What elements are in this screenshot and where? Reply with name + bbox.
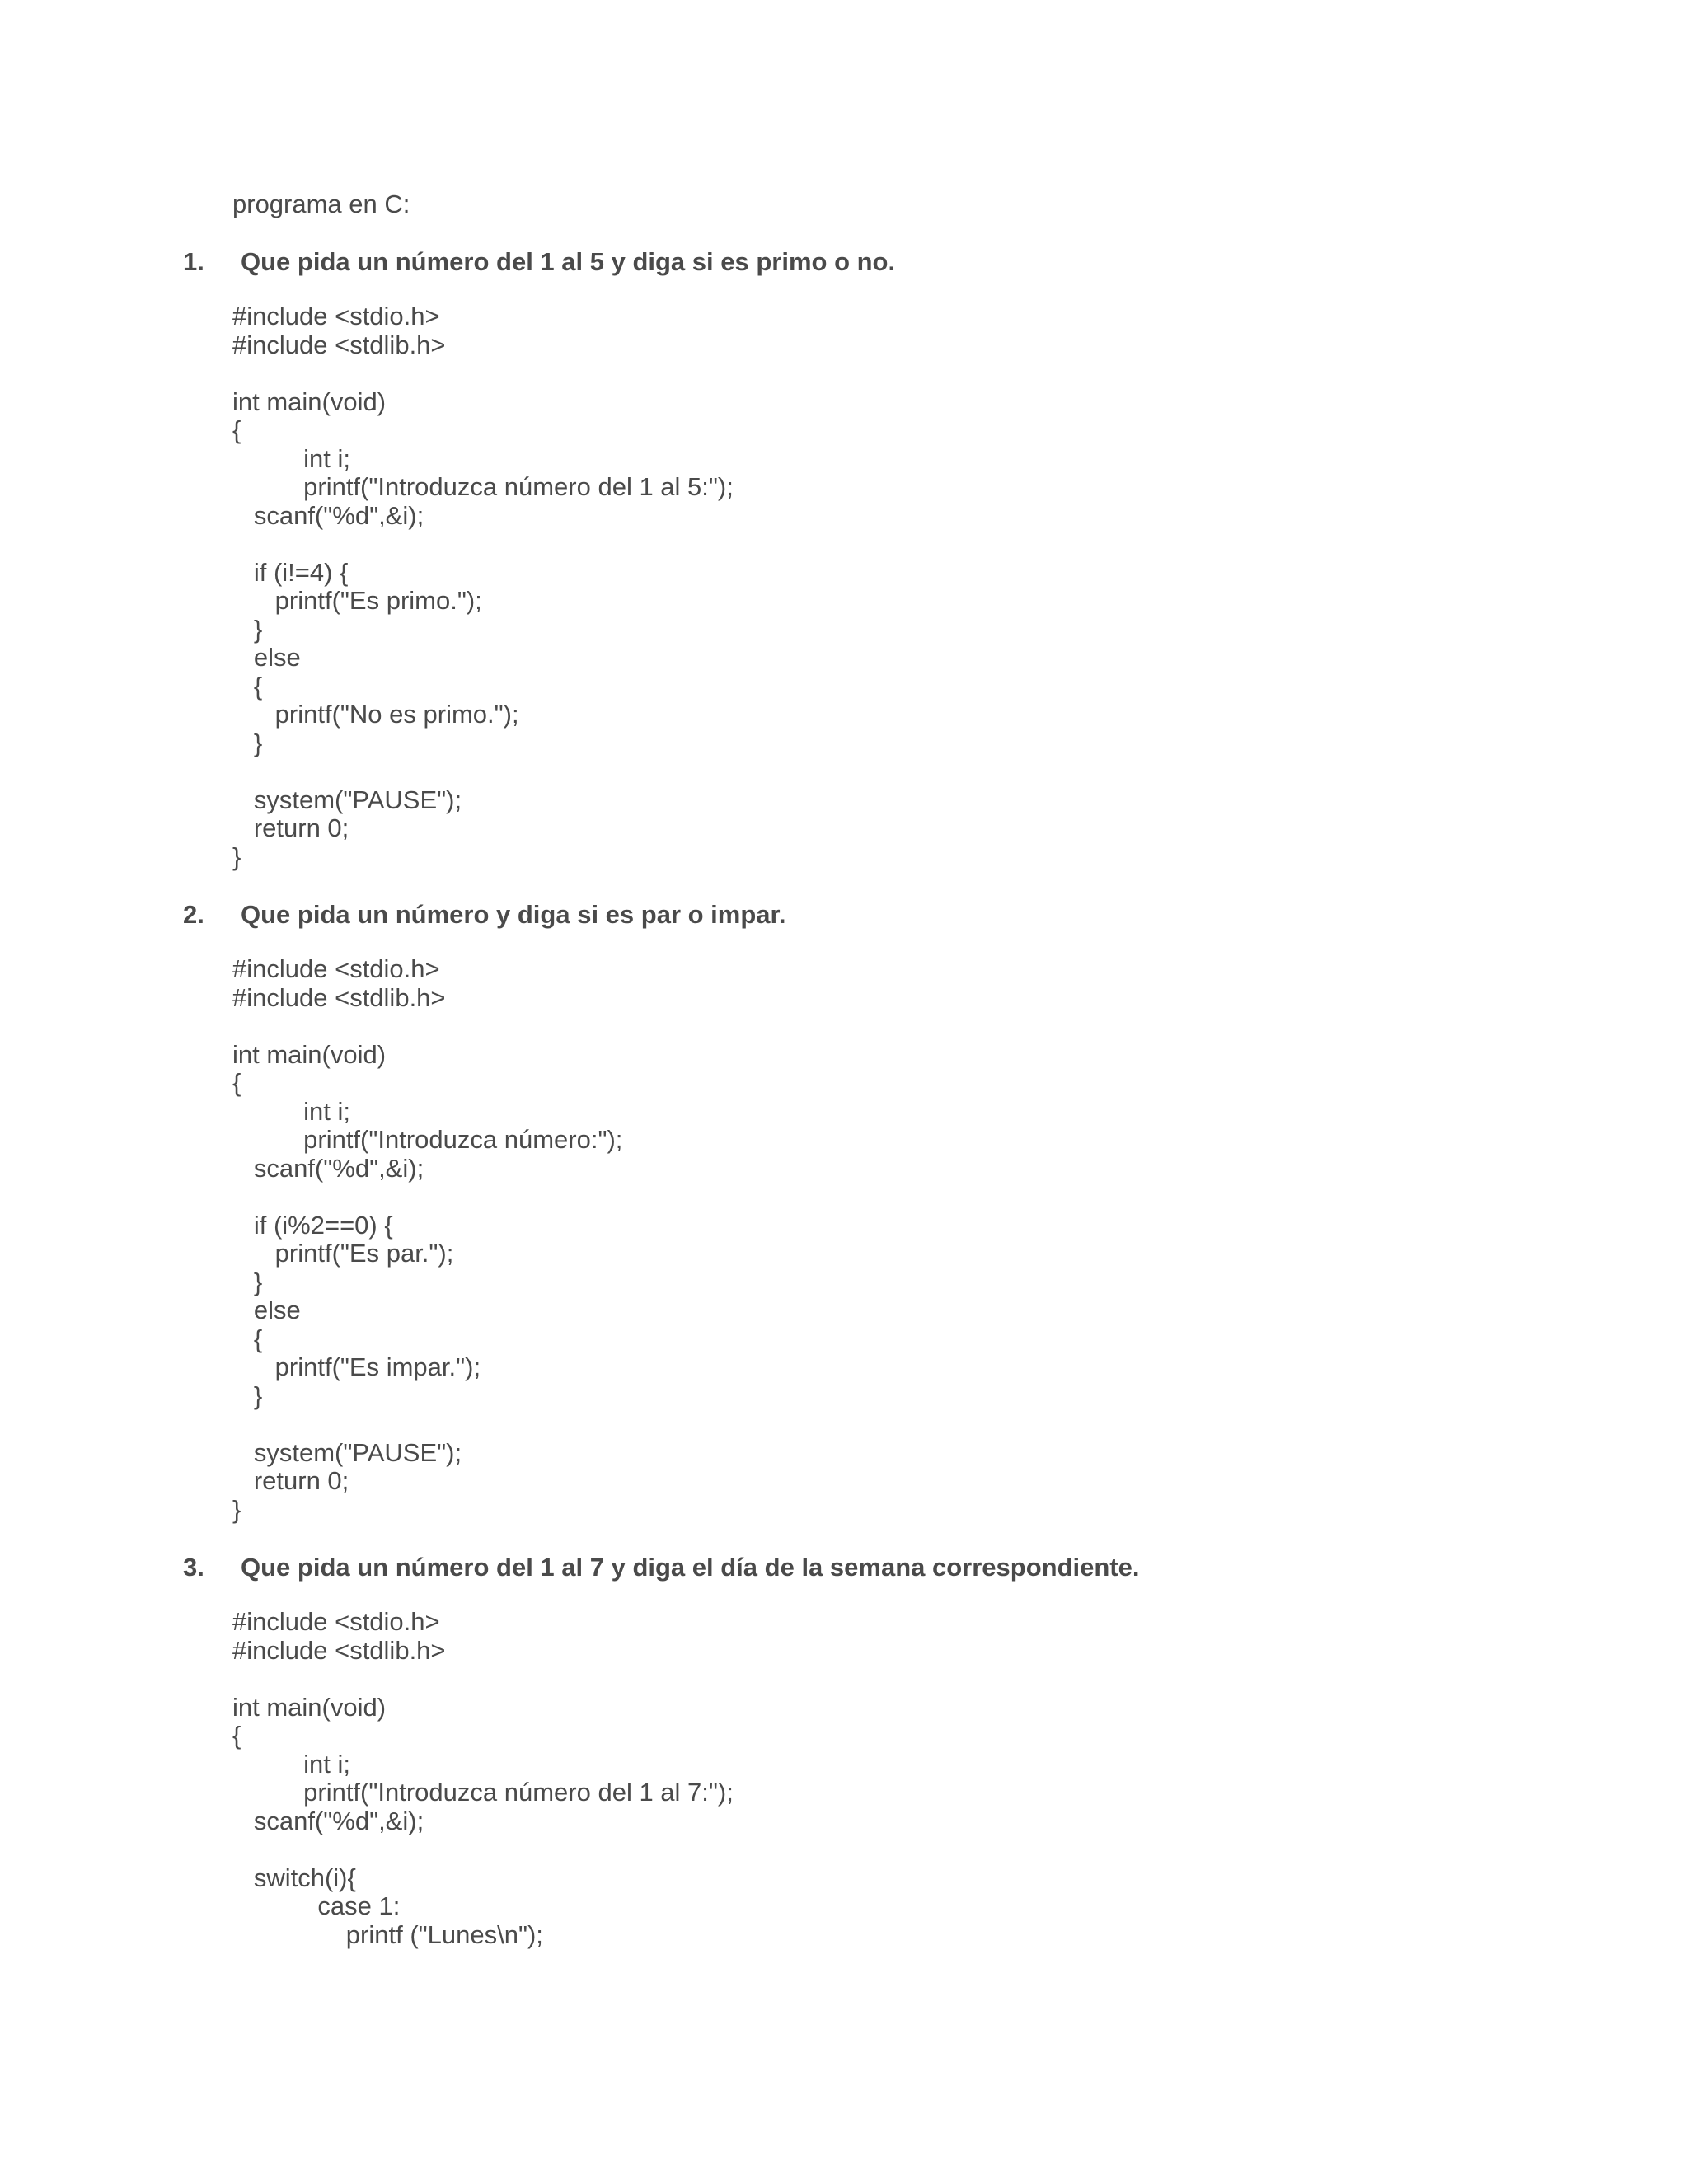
code-line: #include <stdlib.h> xyxy=(232,330,446,359)
code-line: system("PAUSE"); xyxy=(232,785,462,814)
code-line: printf("No es primo."); xyxy=(232,700,519,729)
question-title: Que pida un número del 1 al 7 y diga el día de la semana correspondiente. xyxy=(241,1553,1140,1582)
code-block xyxy=(232,955,622,1524)
code-line: printf("Es impar."); xyxy=(232,1352,481,1381)
code-line: } xyxy=(232,841,241,871)
intro-text: programa en C: xyxy=(232,190,410,218)
code-line: int main(void) xyxy=(232,387,387,416)
code-line: #include <stdlib.h> xyxy=(232,982,446,1012)
code-line: } xyxy=(232,614,263,644)
code-line: else xyxy=(232,1296,301,1324)
code-line: { xyxy=(232,1324,263,1353)
code-block xyxy=(232,1608,734,1949)
question-number: 2. xyxy=(183,900,204,929)
code-line: int i; xyxy=(232,443,350,473)
code-line: { xyxy=(232,1721,241,1750)
code-line: } xyxy=(232,1267,263,1296)
code-line: system("PAUSE"); xyxy=(232,1437,462,1467)
code-line: int i; xyxy=(232,1749,350,1779)
question-number: 3. xyxy=(183,1553,204,1582)
code-line xyxy=(232,1012,622,1041)
code-line: int main(void) xyxy=(232,1692,387,1722)
code-line xyxy=(232,1835,734,1864)
question-number: 1. xyxy=(183,247,204,276)
code-line: return 0; xyxy=(232,813,349,842)
code-line: if (i%2==0) { xyxy=(232,1210,393,1240)
code-line: printf ("Lunes\n"); xyxy=(232,1919,543,1949)
code-line: int i; xyxy=(232,1096,350,1126)
code-line: } xyxy=(232,1494,241,1524)
code-line: { xyxy=(232,1068,241,1097)
code-line xyxy=(232,1410,622,1439)
code-line: scanf("%d",&i); xyxy=(232,1806,424,1835)
code-line: #include <stdio.h> xyxy=(232,302,440,330)
code-line: printf("Es par."); xyxy=(232,1239,454,1268)
code-line xyxy=(232,1183,622,1212)
code-line: scanf("%d",&i); xyxy=(232,500,424,530)
code-line: #include <stdio.h> xyxy=(232,954,440,983)
code-line: } xyxy=(232,1380,263,1410)
code-line xyxy=(232,359,734,388)
code-line: return 0; xyxy=(232,1466,349,1495)
question-title: Que pida un número y diga si es par o impar. xyxy=(241,900,786,929)
code-line: printf("Introduzca número:"); xyxy=(232,1125,623,1154)
code-line: int main(void) xyxy=(232,1039,387,1069)
code-line: switch(i){ xyxy=(232,1863,356,1892)
code-line: #include <stdio.h> xyxy=(232,1607,440,1636)
code-line: case 1: xyxy=(232,1891,401,1920)
code-line: printf("Introduzca número del 1 al 7:"); xyxy=(232,1778,734,1807)
code-line: } xyxy=(232,728,263,757)
code-line: scanf("%d",&i); xyxy=(232,1153,424,1183)
code-line: { xyxy=(232,415,241,444)
code-line: else xyxy=(232,643,301,672)
code-line xyxy=(232,530,734,559)
code-line: printf("Introduzca número del 1 al 5:"); xyxy=(232,472,734,501)
code-line xyxy=(232,1665,734,1694)
code-line: { xyxy=(232,671,263,701)
code-line: #include <stdlib.h> xyxy=(232,1635,446,1665)
code-line: if (i!=4) { xyxy=(232,557,349,587)
code-line: printf("Es primo."); xyxy=(232,586,482,615)
code-block xyxy=(232,302,734,871)
code-line xyxy=(232,757,734,786)
question-title: Que pida un número del 1 al 5 y diga si es primo o no. xyxy=(241,247,896,276)
